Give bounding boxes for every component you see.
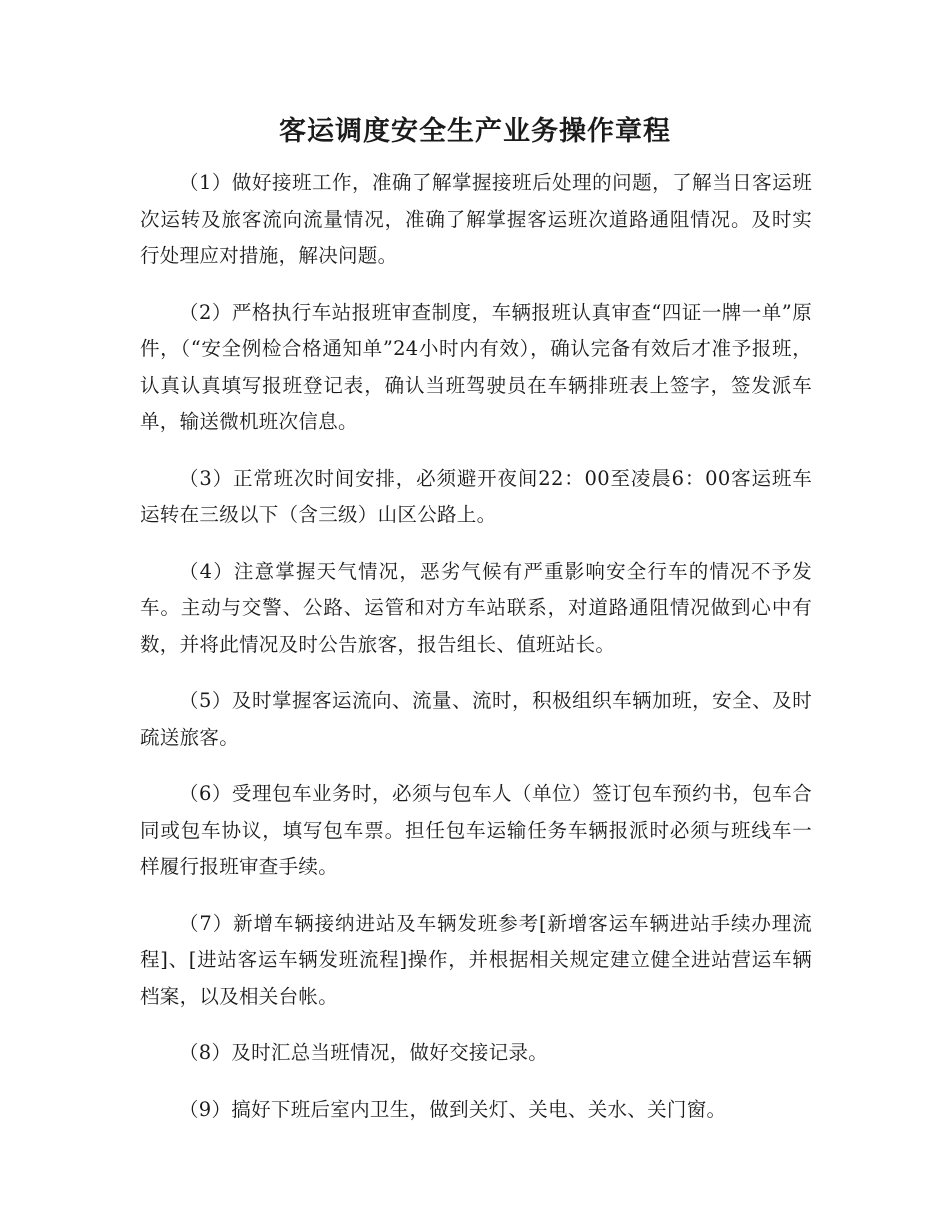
paragraph-8: （8）及时汇总当班情况，做好交接记录。 — [179, 1041, 549, 1064]
paragraph-3: （3）正常班次时间安排，必须避开夜间22：00至凌晨6：00客运班车运转在三级以下（含三级）山区公路上。 — [140, 466, 812, 526]
paragraph-1: （1）做好接班工作，准确了解掌握接班后处理的问题，了解当日客运班次运转及旅客流向流量情况，准确了解掌握客运班次道路通阻情况。及时实行处理应对措施，解决问题。 — [140, 171, 812, 267]
paragraph-5: （5）及时掌握客运流向、流量、流时，积极组织车辆加班，安全、及时疏送旅客。 — [140, 689, 812, 749]
document-body — [140, 165, 812, 1148]
paragraph-7: （7）新增车辆接纳进站及车辆发班参考[新增客运车辆进站手续办理流程]、[进站客运车辆发班流程]操作，并根据相关规定建立健全进站营运车辆档案，以及相关台帐。 — [140, 911, 812, 1008]
document-title: 客运调度安全生产业务操作章程 — [279, 116, 671, 147]
paragraph-9: （9）搞好下班后室内卫生，做到关灯、关电、关水、关门窗。 — [179, 1097, 727, 1121]
paragraph-6: （6）受理包车业务时，必须与包车人（单位）签订包车预约书，包车合同或包车协议，填写包车票。担任包车运输任务车辆报派时必须与班线车一样履行报班审查手续。 — [140, 782, 812, 878]
paragraph-2: （2）严格执行车站报班审查制度，车辆报班认真审查“四证一牌一单”原件，（“安全例检合格通知单”24小时内有效），确认完备有效后才准予报班，认真认真填写报班登记表，确认当班驾驶员在车辆排班表上签字，签发派车单，输送微机班次信息。 — [140, 300, 812, 433]
paragraph-4: （4）注意掌握天气情况，恶劣气候有严重影响安全行车的情况不予发车。主动与交警、公路、运管和对方车站联系，对道路通阻情况做到心中有数，并将此情况及时公告旅客，报告组长、值班站长。 — [140, 559, 812, 656]
